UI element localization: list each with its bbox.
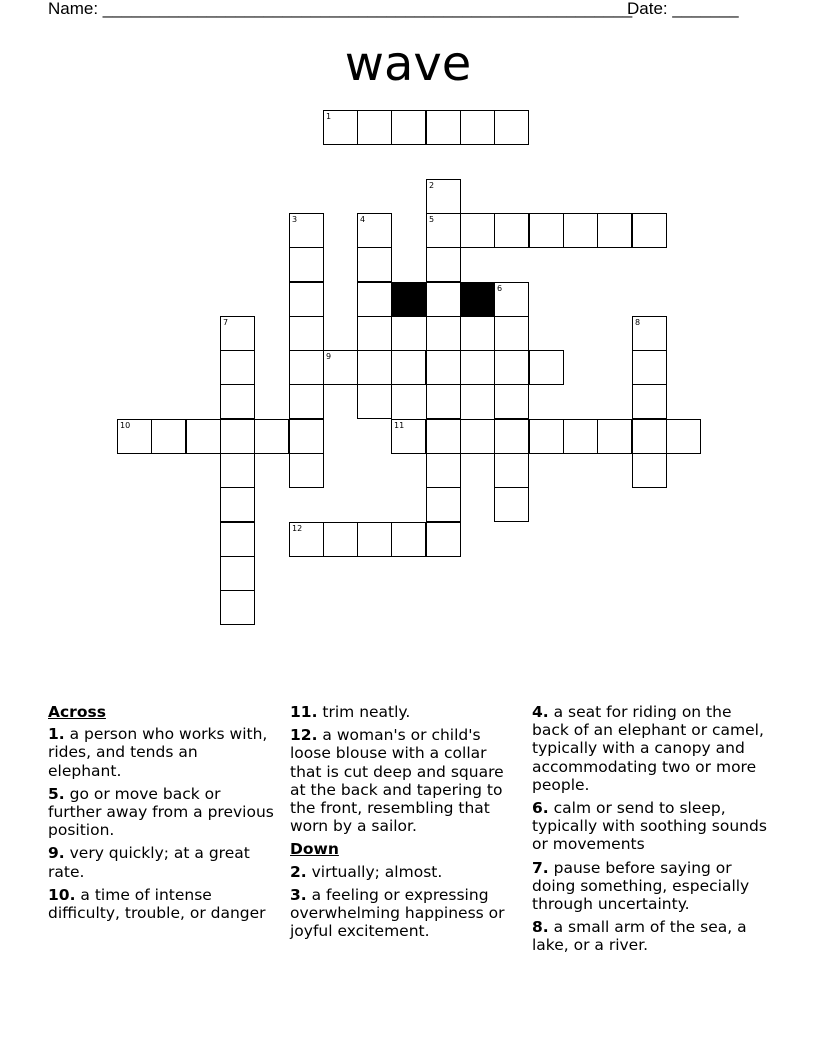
grid-cell[interactable] [357, 110, 392, 145]
grid-cell[interactable] [357, 213, 392, 248]
grid-cell[interactable] [220, 419, 255, 454]
grid-cell[interactable] [632, 419, 667, 454]
grid-cell[interactable] [254, 419, 289, 454]
grid-cell[interactable] [632, 316, 667, 351]
grid-cell[interactable] [220, 556, 255, 591]
grid-cell[interactable] [391, 110, 426, 145]
clue-number: 6 [497, 284, 503, 293]
grid-cell[interactable] [494, 384, 529, 419]
clue-number: 7 [223, 318, 229, 327]
clue-across-10: 10. a time of intense difficulty, trouble, or danger [48, 885, 266, 923]
grid-cell[interactable] [529, 213, 564, 248]
clue-number: 3 [292, 215, 298, 224]
clue-number: 5 [429, 215, 435, 224]
grid-cell[interactable] [220, 590, 255, 625]
grid-cell[interactable] [391, 350, 426, 385]
clue-across-12: 12. a woman's or child's loose blouse with a collar that is cut deep and square at the back and tapering to the front, resembling that worn by a sailor. [290, 726, 504, 836]
grid-cell[interactable] [494, 487, 529, 522]
grid-cell[interactable] [289, 350, 324, 385]
grid-cell[interactable] [220, 487, 255, 522]
name-field[interactable]: Name: ________________________________________________________ [48, 0, 633, 18]
puzzle-title: wave [344, 36, 472, 92]
grid-cell[interactable] [357, 316, 392, 351]
clue-down-8: 8. a small arm of the sea, a lake, or a river. [532, 918, 747, 955]
clue-number: 8 [635, 318, 641, 327]
grid-cell[interactable] [494, 213, 529, 248]
clue-number: 10 [120, 421, 131, 430]
grid-cell[interactable] [220, 453, 255, 488]
clue-number: 1 [326, 112, 332, 121]
grid-cell[interactable] [460, 213, 495, 248]
clue-across-11: 11. trim neatly. [290, 703, 411, 721]
grid-cell[interactable] [323, 110, 358, 145]
grid-cell[interactable] [529, 350, 564, 385]
grid-cell[interactable] [597, 213, 632, 248]
grid-cell[interactable] [460, 110, 495, 145]
grid-cell[interactable] [357, 247, 392, 282]
grid-cell[interactable] [666, 419, 701, 454]
grid-cell[interactable] [426, 110, 461, 145]
grid-cell[interactable] [494, 110, 529, 145]
grid-cell[interactable] [460, 419, 495, 454]
clue-down-4: 4. a seat for riding on the back of an elephant or camel, typically with a canopy and accommodating two or more people. [532, 703, 764, 794]
grid-cell[interactable] [323, 522, 358, 557]
date-field[interactable]: Date: _______ [627, 0, 739, 18]
grid-cell[interactable] [426, 522, 461, 557]
clue-number: 9 [326, 352, 332, 361]
clue-down-6: 6. calm or send to sleep, typically with soothing sounds or movements [532, 799, 767, 854]
grid-cell[interactable] [426, 487, 461, 522]
grid-cell[interactable] [632, 213, 667, 248]
grid-cell[interactable] [220, 350, 255, 385]
grid-cell[interactable] [426, 350, 461, 385]
grid-cell[interactable] [494, 282, 529, 317]
clue-across-5: 5. go or move back or further away from a previous position. [48, 784, 274, 840]
grid-cell[interactable] [460, 350, 495, 385]
grid-cell[interactable] [117, 419, 152, 454]
grid-cell[interactable] [289, 384, 324, 419]
grid-cell[interactable] [426, 179, 461, 214]
clue-down-7: 7. pause before saying or doing something, especially through uncertainty. [532, 858, 750, 914]
grid-cell[interactable] [289, 316, 324, 351]
down-heading: Down [290, 840, 339, 859]
clue-across-9: 9. very quickly; at a great rate. [48, 844, 250, 881]
grid-cell[interactable] [426, 247, 461, 282]
grid-cell[interactable] [597, 419, 632, 454]
grid-cell[interactable] [186, 419, 221, 454]
grid-cell[interactable] [426, 213, 461, 248]
clue-down-2: 2. virtually; almost. [290, 862, 443, 881]
across-heading: Across [48, 703, 106, 721]
grid-cell[interactable] [563, 213, 598, 248]
grid-cell[interactable] [357, 282, 392, 317]
grid-cell[interactable] [289, 282, 324, 317]
clues-column-3 [532, 703, 768, 960]
grid-cell[interactable] [220, 384, 255, 419]
grid-cell[interactable] [494, 453, 529, 488]
black-square [391, 282, 426, 317]
grid-cell[interactable] [632, 384, 667, 419]
grid-cell[interactable] [494, 350, 529, 385]
clue-number: 11 [394, 421, 405, 430]
grid-cell[interactable] [289, 419, 324, 454]
clue-number: 4 [360, 215, 366, 224]
clue-across-1: 1. a person who works with, rides, and tends an elephant. [48, 725, 268, 780]
clue-down-3: 3. a feeling or expressing overwhelming happiness or joyful excitement. [290, 885, 505, 941]
grid-cell[interactable] [323, 350, 358, 385]
clues-column-2 [290, 703, 522, 945]
grid-cell[interactable] [391, 522, 426, 557]
black-square [460, 282, 495, 317]
grid-cell[interactable] [289, 453, 324, 488]
grid-cell[interactable] [494, 419, 529, 454]
grid-cell[interactable] [151, 419, 186, 454]
grid-cell[interactable] [289, 522, 324, 557]
grid-cell[interactable] [357, 350, 392, 385]
grid-cell[interactable] [289, 213, 324, 248]
grid-cell[interactable] [220, 522, 255, 557]
grid-cell[interactable] [426, 316, 461, 351]
grid-cell[interactable] [563, 419, 598, 454]
clue-number: 12 [292, 524, 303, 533]
grid-cell[interactable] [494, 316, 529, 351]
clue-number: 2 [429, 181, 435, 190]
grid-cell[interactable] [632, 350, 667, 385]
grid-cell[interactable] [426, 282, 461, 317]
grid-cell[interactable] [426, 384, 461, 419]
grid-cell[interactable] [357, 522, 392, 557]
grid-cell[interactable] [426, 453, 461, 488]
grid-cell[interactable] [529, 419, 564, 454]
grid-cell[interactable] [220, 316, 255, 351]
grid-cell[interactable] [632, 453, 667, 488]
grid-cell[interactable] [426, 419, 461, 454]
clues-column-1 [48, 703, 274, 927]
grid-cell[interactable] [391, 419, 426, 454]
grid-cell[interactable] [289, 247, 324, 282]
grid-cell[interactable] [357, 384, 392, 419]
